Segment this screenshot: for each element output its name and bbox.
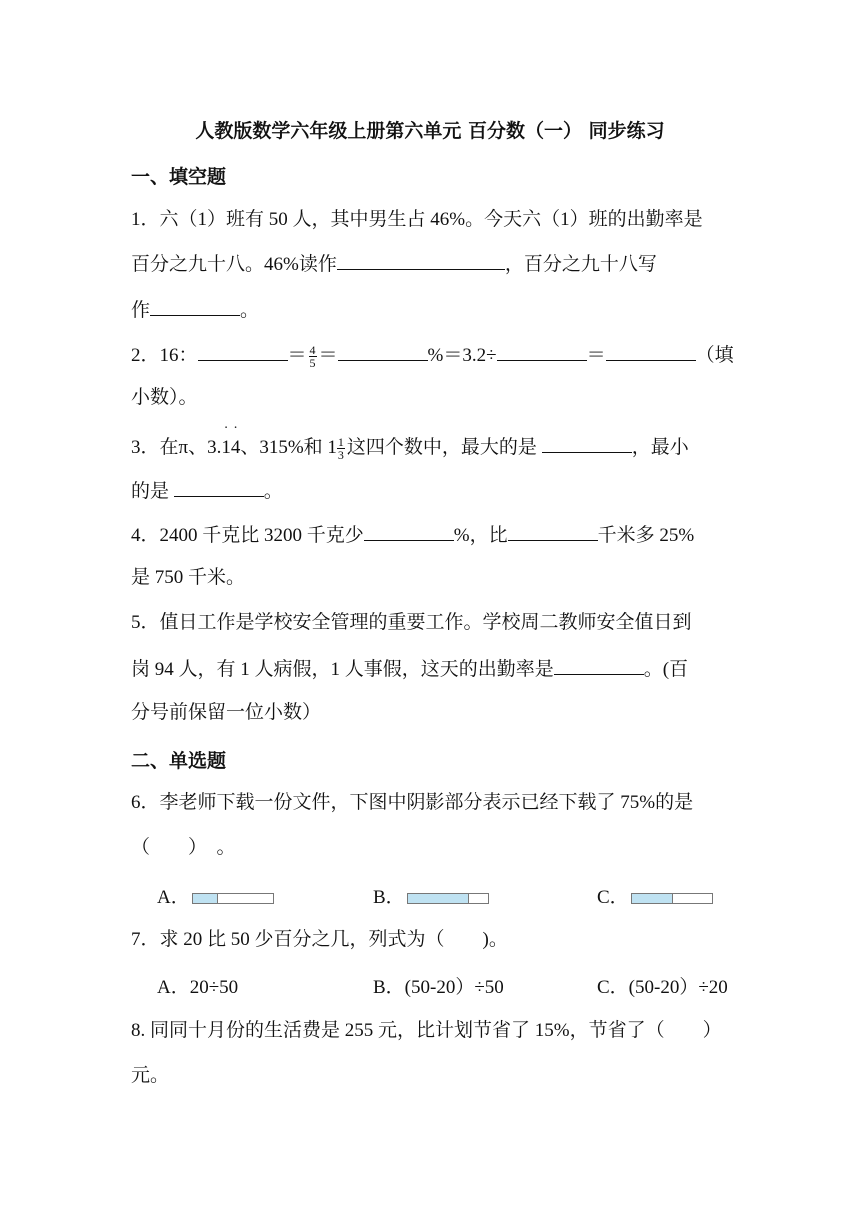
- q8-line2: 元。: [131, 1065, 170, 1086]
- q6-option-a-bar: [192, 893, 274, 904]
- q7-option-c[interactable]: C．(50-20）÷20: [597, 977, 728, 998]
- q6-option-b-label: B．: [373, 887, 405, 908]
- q6-option-b-fill: [408, 894, 469, 903]
- q3-text-f: 。: [263, 481, 283, 502]
- q2-text-f: （填: [695, 345, 734, 366]
- q2-blank-4[interactable]: [606, 342, 696, 361]
- q3-line1: [131, 421, 689, 463]
- q5-text-a: 岗 94 人，有 1 人病假，1 人事假，这天的出勤率是: [131, 659, 554, 680]
- q2-text-d: %＝3.2÷: [427, 345, 497, 366]
- q2-frac-den: 5: [309, 356, 316, 371]
- q2-blank-2[interactable]: [338, 342, 428, 361]
- q1-line2: [131, 251, 657, 277]
- q3-frac-den: 3: [337, 448, 344, 463]
- section-single-choice: 二、单选题: [131, 750, 227, 772]
- q1-line3: [131, 297, 259, 323]
- q3-text-a: 3．在π、: [131, 437, 208, 458]
- q6-option-c-bar: [631, 893, 713, 904]
- q3-repeating-digit-2: [230, 421, 241, 460]
- q2-text-b: ＝: [287, 345, 307, 366]
- q3-text-d: ，最小: [631, 437, 689, 458]
- q4-blank-1[interactable]: [364, 522, 454, 541]
- q3-number-int: 3.: [207, 437, 222, 458]
- q2-text-e: ＝: [586, 345, 606, 366]
- section-fill-blank: 一、填空题: [131, 166, 227, 188]
- q1-text-a: 百分之九十八。46%读作: [131, 254, 337, 275]
- q3-repeating-digit-1: [221, 421, 231, 460]
- q6-line1: 6．李老师下载一份文件，下图中阴影部分表示已经下载了 75%的是: [131, 792, 694, 813]
- q6-line2: （ ） 。: [131, 837, 236, 858]
- q1-text-c: 作: [131, 300, 151, 321]
- q5-line2: [131, 656, 688, 682]
- q3-text-c: 这四个数中，最大的是: [346, 437, 542, 458]
- q7-line1: 7．求 20 比 50 少百分之几，列式为（ )。: [131, 929, 508, 950]
- q6-option-c-label: C．: [597, 887, 629, 908]
- q3-line2: [131, 478, 283, 504]
- q3-fraction: [337, 436, 345, 461]
- q6-option-c[interactable]: [597, 882, 713, 909]
- q5-text-b: 。(百: [643, 659, 689, 680]
- q1-line1: 1．六（1）班有 50 人，其中男生占 46%。今天六（1）班的出勤率是: [131, 209, 703, 230]
- q3-digit-2: 4: [230, 437, 241, 458]
- q3-repeat-dot-2: ·: [233, 421, 238, 436]
- q5-line3: 分号前保留一位小数）: [131, 702, 322, 723]
- q2-fraction: [309, 344, 317, 369]
- q2-line2: 小数）。: [131, 387, 198, 408]
- q3-frac-num: 1: [337, 435, 344, 450]
- q4-text-b: %，比: [453, 525, 508, 546]
- q3-text-e: 的是: [131, 481, 174, 502]
- q4-text-a: 4．2400 千克比 3200 千克少: [131, 525, 364, 546]
- q5-blank[interactable]: [554, 656, 644, 675]
- q4-blank-2[interactable]: [508, 522, 598, 541]
- q3-repeat-dot-1: ·: [223, 421, 229, 436]
- q6-option-a-label: A．: [157, 887, 190, 908]
- q7-option-a[interactable]: A．20÷50: [157, 977, 239, 998]
- q7-option-b[interactable]: B．(50-20）÷50: [373, 977, 504, 998]
- q3-blank-min[interactable]: [174, 478, 264, 497]
- q2-text-c: ＝: [318, 345, 338, 366]
- q2-blank-1[interactable]: [198, 342, 288, 361]
- q1-text-d: 。: [240, 300, 260, 321]
- q6-option-b[interactable]: [373, 882, 489, 909]
- q3-digit-1: 1: [221, 437, 231, 458]
- q4-line1: [131, 522, 694, 548]
- q8-line1: 8. 同同十月份的生活费是 255 元，比计划节省了 15%，节省了（ ）: [131, 1020, 722, 1041]
- q1-blank-write[interactable]: [150, 297, 240, 316]
- q4-text-c: 千米多 25%: [597, 525, 695, 546]
- q6-option-a-fill: [193, 894, 218, 903]
- q1-text-b: ，百分之九十八写: [504, 254, 657, 275]
- q2-blank-3[interactable]: [497, 342, 587, 361]
- q3-text-b: 、315%和 1: [240, 437, 337, 458]
- q4-line2: 是 750 千米。: [131, 567, 246, 588]
- q3-blank-max[interactable]: [542, 434, 632, 453]
- page-title: 人教版数学六年级上册第六单元 百分数（一） 同步练习: [195, 120, 665, 142]
- q5-line1: 5．值日工作是学校安全管理的重要工作。学校周二教师安全值日到: [131, 612, 692, 633]
- q6-option-b-bar: [407, 893, 489, 904]
- q1-blank-read[interactable]: [337, 251, 505, 270]
- q6-option-c-fill: [632, 894, 673, 903]
- q2-text-a: 2．16：: [131, 345, 198, 366]
- q2-line1: [131, 342, 734, 369]
- q2-frac-num: 4: [309, 343, 316, 358]
- q6-option-a[interactable]: [157, 882, 274, 909]
